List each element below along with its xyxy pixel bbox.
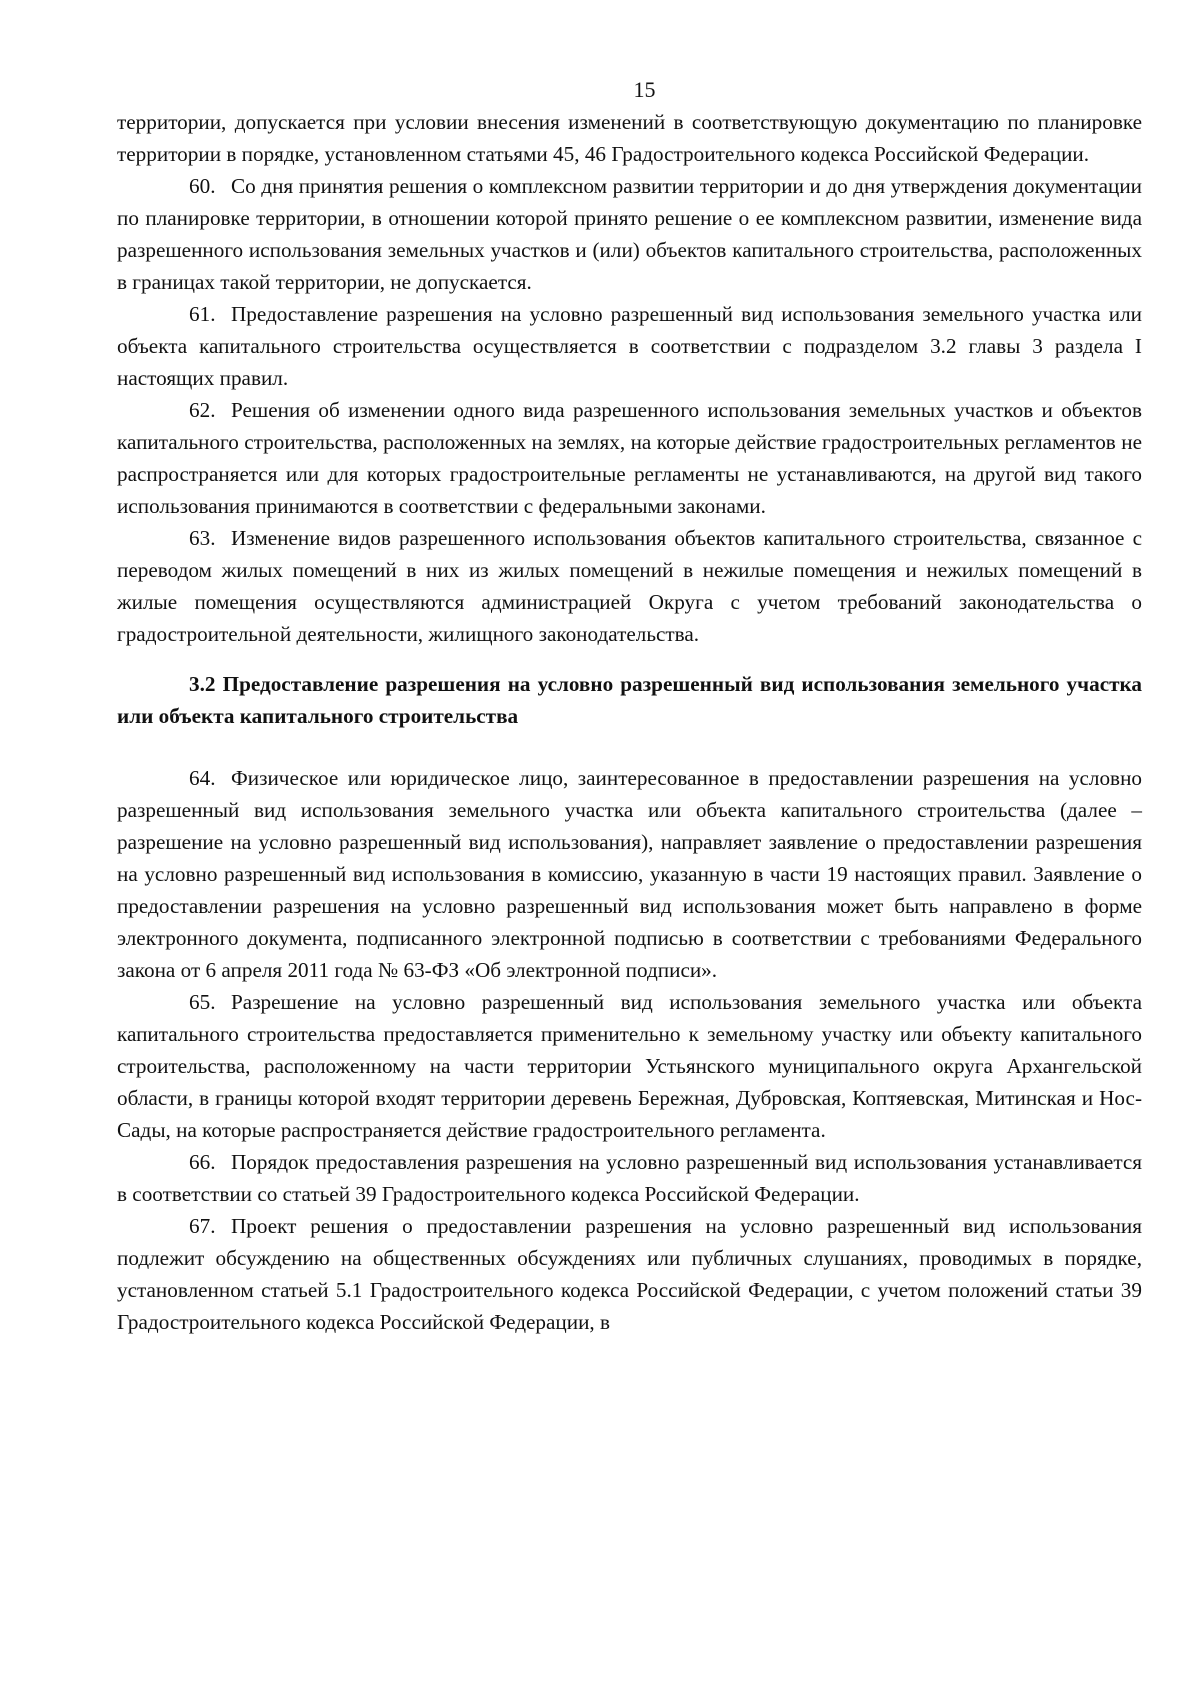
paragraph-66 <box>117 1146 1142 1210</box>
paragraph-text: Со дня принятия решения о комплексном развитии территории и до дня утверждения документации по планировке территории, в отношении которой принято решение о ее комплексном развитии, изменение вида разрешенного использования земельных участков и (или) объектов капитального строительства, расположенных в границах такой территории, не допускается. <box>117 174 1142 294</box>
paragraph-text: Предоставление разрешения на условно разрешенный вид использования земельного участка или объекта капитального строительства осуществляется в соответствии с подразделом 3.2 главы 3 раздела I настоящих правил. <box>117 302 1142 390</box>
paragraph-text: Порядок предоставления разрешения на условно разрешенный вид использования устанавливается в соответствии со статьей 39 Градостроительного кодекса Российской Федерации. <box>117 1150 1142 1206</box>
paragraph-text: Решения об изменении одного вида разрешенного использования земельных участков и объектов капитального строительства, расположенных на землях, на которые действие градостроительных регламентов не распространяется или для которых градостроительные регламенты не устанавливаются, на другой вид такого использования принимаются в соответствии с федеральными законами. <box>117 398 1142 518</box>
paragraph-number: 64. <box>189 766 216 790</box>
paragraph-text: Проект решения о предоставлении разрешения на условно разрешенный вид использования подлежит обсуждению на общественных обсуждениях или публичных слушаниях, проводимых в порядке, установленном статьей 5.1 Градостроительного кодекса Российской Федерации, с учетом положений статьи 39 Градостроительного кодекса Российской Федерации, в <box>117 1214 1142 1334</box>
paragraph-text: Физическое или юридическое лицо, заинтересованное в предоставлении разрешения на условно разрешенный вид использования земельного участка или объекта капитального строительства (далее – разрешение на условно разрешенный вид использования), направляет заявление о предоставлении разрешения на условно разрешенный вид использования в комиссию, указанную в части 19 настоящих правил. Заявление о предоставлении разрешения на условно разрешенный вид использования может быть направлено в форме электронного документа, подписанного электронной подписью в соответствии с требованиями Федерального закона от 6 апреля 2011 года № 63-ФЗ «Об электронной подписи». <box>117 766 1142 982</box>
paragraph-number: 62. <box>189 398 216 422</box>
paragraph-number: 63. <box>189 526 216 550</box>
paragraph-text: Изменение видов разрешенного использования объектов капитального строительства, связанное с переводом жилых помещений в них из жилых помещений в нежилые помещения и нежилых помещений в жилые помещения осуществляются администрацией Округа с учетом требований законодательства о градостроительной деятельности, жилищного законодательства. <box>117 526 1142 646</box>
paragraph-number: 60. <box>189 174 216 198</box>
continuation-paragraph: территории, допускается при условии внесения изменений в соответствующую документацию по планировке территории в порядке, установленном статьями 45, 46 Градостроительного кодекса Российской Федерации. <box>117 110 1142 166</box>
paragraph-64 <box>117 762 1142 986</box>
paragraph-63 <box>117 522 1142 650</box>
paragraph-number: 66. <box>189 1150 216 1174</box>
document-body <box>117 106 1142 1338</box>
page-number: 15 <box>633 77 656 102</box>
section-heading: 3.2 Предоставление разрешения на условно разрешенный вид использования земельного участка или объекта капитального строительства <box>117 672 1142 728</box>
paragraph-number: 61. <box>189 302 216 326</box>
paragraph-67 <box>117 1210 1142 1338</box>
paragraph-62 <box>117 394 1142 522</box>
paragraph-65 <box>117 986 1142 1146</box>
paragraph-text: Разрешение на условно разрешенный вид использования земельного участка или объекта капитального строительства предоставляется применительно к земельному участку или объекту капитального строительства, расположенному на части территории Устьянского муниципального округа Архангельской области, в границы которой входят территории деревень Бережная, Дубровская, Коптяевская, Митинская и Нос-Сады, на которые распространяется действие градостроительного регламента. <box>117 990 1142 1142</box>
paragraph-60 <box>117 170 1142 298</box>
paragraph-61 <box>117 298 1142 394</box>
paragraph-number: 67. <box>189 1214 216 1238</box>
paragraph-number: 65. <box>189 990 216 1014</box>
